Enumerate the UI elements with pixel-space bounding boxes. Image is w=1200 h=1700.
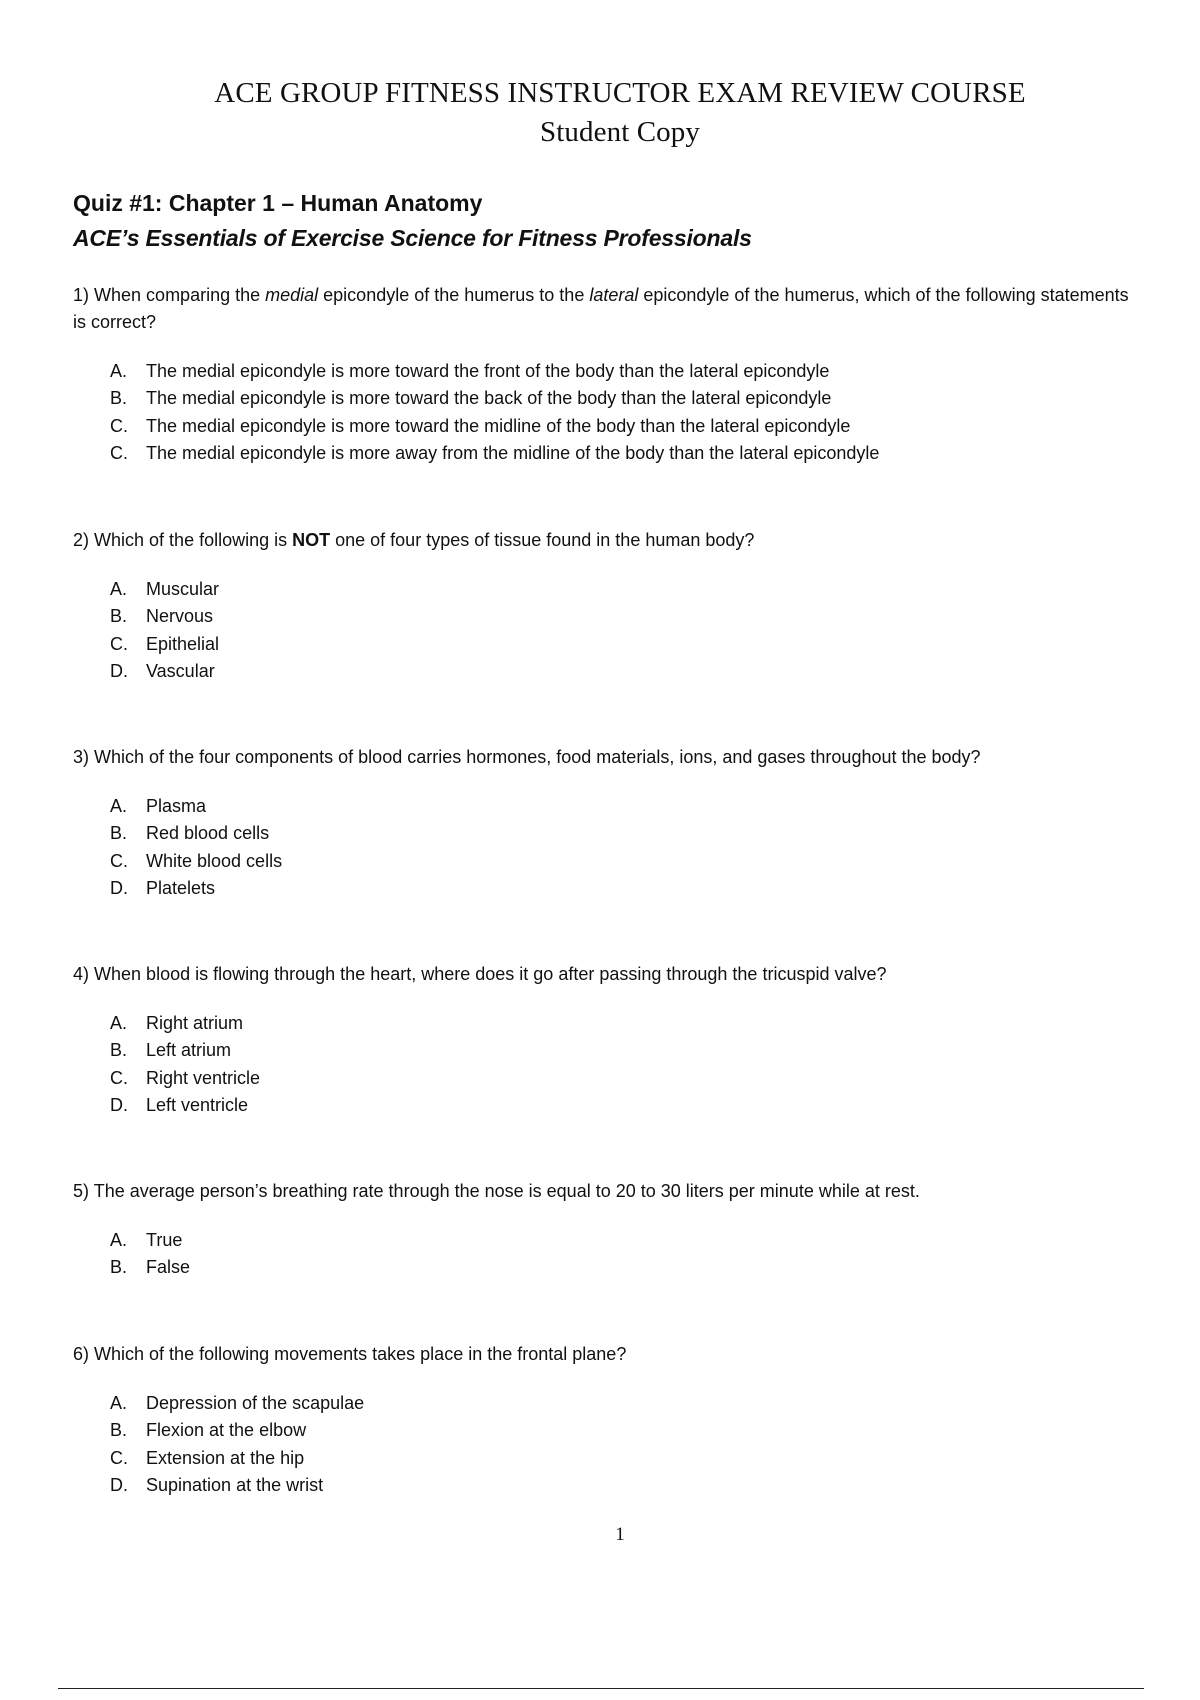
question-text-part: epicondyle of the humerus to the: [318, 285, 590, 305]
option-letter: A.: [110, 579, 128, 599]
question-2: [73, 527, 1133, 685]
answer-options: [73, 793, 1133, 902]
answer-option[interactable]: [73, 848, 1133, 875]
answer-option[interactable]: [73, 1445, 1133, 1472]
option-letter: A.: [110, 1230, 128, 1250]
option-letter: C.: [110, 1447, 128, 1468]
answer-option[interactable]: [73, 1065, 1133, 1092]
question-6: [73, 1341, 1133, 1499]
answer-option[interactable]: [73, 658, 1133, 685]
option-letter: A.: [110, 1393, 128, 1413]
option-letter: B.: [110, 388, 128, 409]
option-text: The medial epicondyle is more toward the back of the body than the lateral epicondyle: [146, 388, 832, 409]
option-text: Epithelial: [146, 633, 220, 654]
answer-option[interactable]: [73, 1472, 1133, 1499]
option-text: Plasma: [146, 796, 207, 816]
option-text: Nervous: [146, 606, 214, 627]
answer-option[interactable]: [73, 385, 1133, 412]
document-title: ACE GROUP FITNESS INSTRUCTOR EXAM REVIEW COURSE: [214, 77, 1026, 109]
option-letter: A.: [110, 361, 128, 381]
question-text-part: one of four types of tissue found in the human body?: [330, 530, 755, 550]
option-text: Left atrium: [146, 1040, 232, 1061]
question-text-part: The average person’s breathing rate through the nose is equal to 20 to 30 liters per minute while at rest.: [93, 1181, 920, 1201]
question-text-emphasis: medial: [265, 285, 319, 305]
option-text: Platelets: [146, 877, 216, 898]
option-letter: B.: [110, 606, 128, 627]
option-letter: B.: [110, 1040, 128, 1061]
option-text: Vascular: [146, 660, 215, 681]
question-text-part: Which of the following movements takes place in the frontal plane?: [94, 1344, 627, 1364]
option-text: Left ventricle: [146, 1094, 249, 1115]
answer-options: [73, 1227, 1133, 1282]
option-text: False: [146, 1257, 191, 1278]
question-number: 4): [73, 964, 90, 984]
question-number: 5): [73, 1181, 90, 1201]
question-text-emphasis: lateral: [589, 285, 639, 305]
option-letter: B.: [110, 823, 128, 844]
question-number: 1): [73, 285, 90, 305]
question-number: 3): [73, 747, 90, 767]
question-3: [73, 744, 1133, 902]
option-text: Depression of the scapulae: [146, 1393, 365, 1413]
question-5: [73, 1178, 1133, 1282]
option-text: Supination at the wrist: [146, 1474, 324, 1495]
answer-option[interactable]: [73, 603, 1133, 630]
document-subtitle: Student Copy: [540, 116, 700, 148]
option-letter: A.: [110, 796, 128, 816]
question-text: [73, 1178, 1133, 1205]
question-number: 6): [73, 1344, 90, 1364]
answer-option[interactable]: [73, 358, 1133, 385]
option-text: Right atrium: [146, 1013, 244, 1033]
answer-option[interactable]: [73, 440, 1133, 467]
bottom-divider: [58, 1688, 1144, 1689]
answer-option[interactable]: [73, 1092, 1133, 1119]
option-letter: B.: [110, 1257, 128, 1278]
question-text-part: epicondyle of the humerus, which of the following statements is correct?: [73, 285, 1129, 332]
answer-option[interactable]: [73, 1417, 1133, 1444]
option-text: Extension at the hip: [146, 1447, 305, 1468]
answer-option[interactable]: [73, 820, 1133, 847]
question-text: [73, 961, 1133, 988]
option-text: Red blood cells: [146, 823, 270, 844]
option-text: Muscular: [146, 579, 220, 599]
option-letter: D.: [110, 1474, 128, 1495]
answer-options: [73, 358, 1133, 467]
question-number: 2): [73, 530, 90, 550]
option-letter: D.: [110, 660, 128, 681]
option-text: The medial epicondyle is more away from the midline of the body than the lateral epicondyle: [146, 442, 880, 463]
question-text: [73, 744, 1133, 771]
answer-options: [73, 1390, 1133, 1499]
quiz-title: Quiz #1: Chapter 1 – Human Anatomy: [73, 190, 483, 216]
option-text: The medial epicondyle is more toward the front of the body than the lateral epicondyle: [146, 361, 830, 381]
question-1: [73, 282, 1133, 467]
answer-option[interactable]: [73, 1390, 1133, 1417]
question-text-part: Which of the following is: [94, 530, 293, 550]
question-4: [73, 961, 1133, 1119]
option-text: Right ventricle: [146, 1067, 261, 1088]
option-letter: D.: [110, 877, 128, 898]
question-text: [73, 282, 1133, 336]
answer-option[interactable]: [73, 576, 1133, 603]
option-letter: B.: [110, 1420, 128, 1441]
answer-option[interactable]: [73, 413, 1133, 440]
option-letter: C.: [110, 633, 128, 654]
answer-options: [73, 1010, 1133, 1119]
option-letter: C.: [110, 415, 128, 436]
answer-option[interactable]: [73, 1037, 1133, 1064]
answer-options: [73, 576, 1133, 685]
question-text: [73, 1341, 1133, 1368]
option-letter: C.: [110, 1067, 128, 1088]
question-text-emphasis: NOT: [292, 530, 331, 550]
option-text: True: [146, 1230, 183, 1250]
answer-option[interactable]: [73, 875, 1133, 902]
answer-option[interactable]: [73, 1254, 1133, 1281]
option-letter: A.: [110, 1013, 128, 1033]
quiz-subtitle: ACE’s Essentials of Exercise Science for Fitness Professionals: [73, 225, 752, 251]
question-text-part: Which of the four components of blood carries hormones, food materials, ions, and gases throughout the body?: [94, 747, 981, 767]
answer-option[interactable]: [73, 631, 1133, 658]
option-letter: D.: [110, 1094, 128, 1115]
question-text-part: When blood is flowing through the heart, where does it go after passing through the tricuspid valve?: [94, 964, 887, 984]
answer-option[interactable]: [73, 1227, 1133, 1254]
option-text: Flexion at the elbow: [146, 1420, 307, 1441]
option-text: The medial epicondyle is more toward the midline of the body than the lateral epicondyle: [146, 415, 851, 436]
option-text: White blood cells: [146, 850, 283, 871]
option-letter: C.: [110, 850, 128, 871]
page-number: 1: [615, 1524, 625, 1545]
answer-option[interactable]: [73, 1010, 1133, 1037]
option-letter: C.: [110, 442, 128, 463]
question-text-part: When comparing the: [94, 285, 266, 305]
question-text: [73, 527, 1133, 554]
answer-option[interactable]: [73, 793, 1133, 820]
